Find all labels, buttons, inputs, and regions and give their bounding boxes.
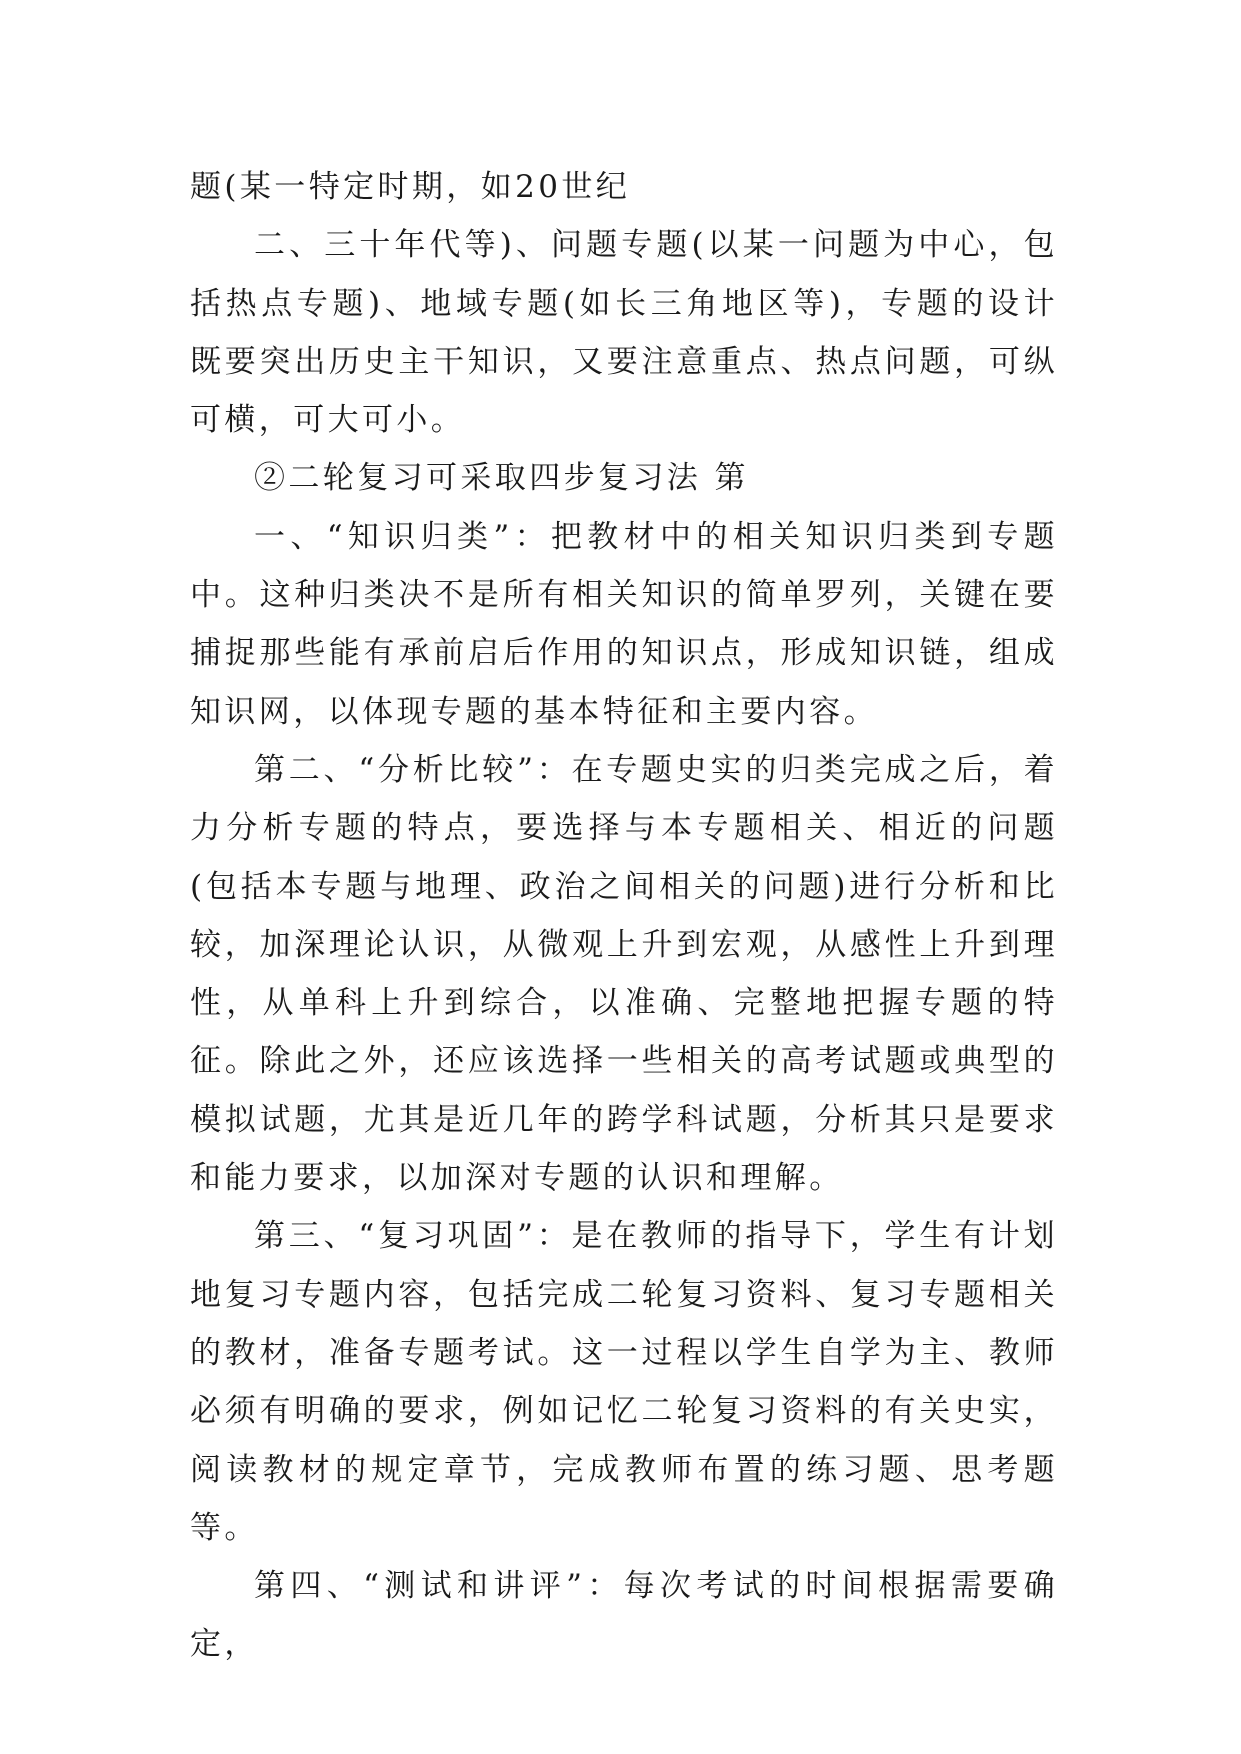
paragraph-2: 二、三十年代等)、问题专题(以某一问题为中心，包括热点专题)、地域专题(如长三角地区等)，专题的设计既要突出历史主干知识，又要注意重点、热点问题，可纵可横，可大可小。 [190, 227, 1058, 439]
paragraph-4: 一、“知识归类”：把教材中的相关知识归类到专题中。这种归类决不是所有相关知识的简单罗列，关键在要捕捉那些能有承前启后作用的知识点，形成知识链，组成知识网，以体现专题的基本特征和主要内容。 [190, 518, 1058, 730]
paragraph-7: 第四、“测试和讲评”：每次考试的时间根据需要确定， [190, 1568, 1058, 1663]
document-body [190, 158, 1058, 1674]
paragraph-6: 第三、“复习巩固”：是在教师的指导下，学生有计划地复习专题内容，包括完成二轮复习资料、复习专题相关的教材，准备专题考试。这一过程以学生自学为主、教师必须有明确的要求，例如记忆二轮复习资料的有关史实，阅读教材的规定章节，完成教师布置的练习题、思考题等。 [190, 1218, 1058, 1546]
paragraph-1: 题(某一特定时期，如20世纪 [190, 169, 631, 205]
paragraph-5: 第二、“分析比较”：在专题史实的归类完成之后，着力分析专题的特点，要选择与本专题相关、相近的问题(包括本专题与地理、政治之间相关的问题)进行分析和比较，加深理论认识，从微观上升到宏观，从感性上升到理性，从单科上升到综合，以准确、完整地把握专题的特征。除此之外，还应该选择一些相关的高考试题或典型的模拟试题，尤其是近几年的跨学科试题，分析其只是要求和能力要求，以加深对专题的认识和理解。 [190, 751, 1058, 1197]
paragraph-3: ②二轮复习可采取四步复习法 第 [254, 460, 749, 497]
